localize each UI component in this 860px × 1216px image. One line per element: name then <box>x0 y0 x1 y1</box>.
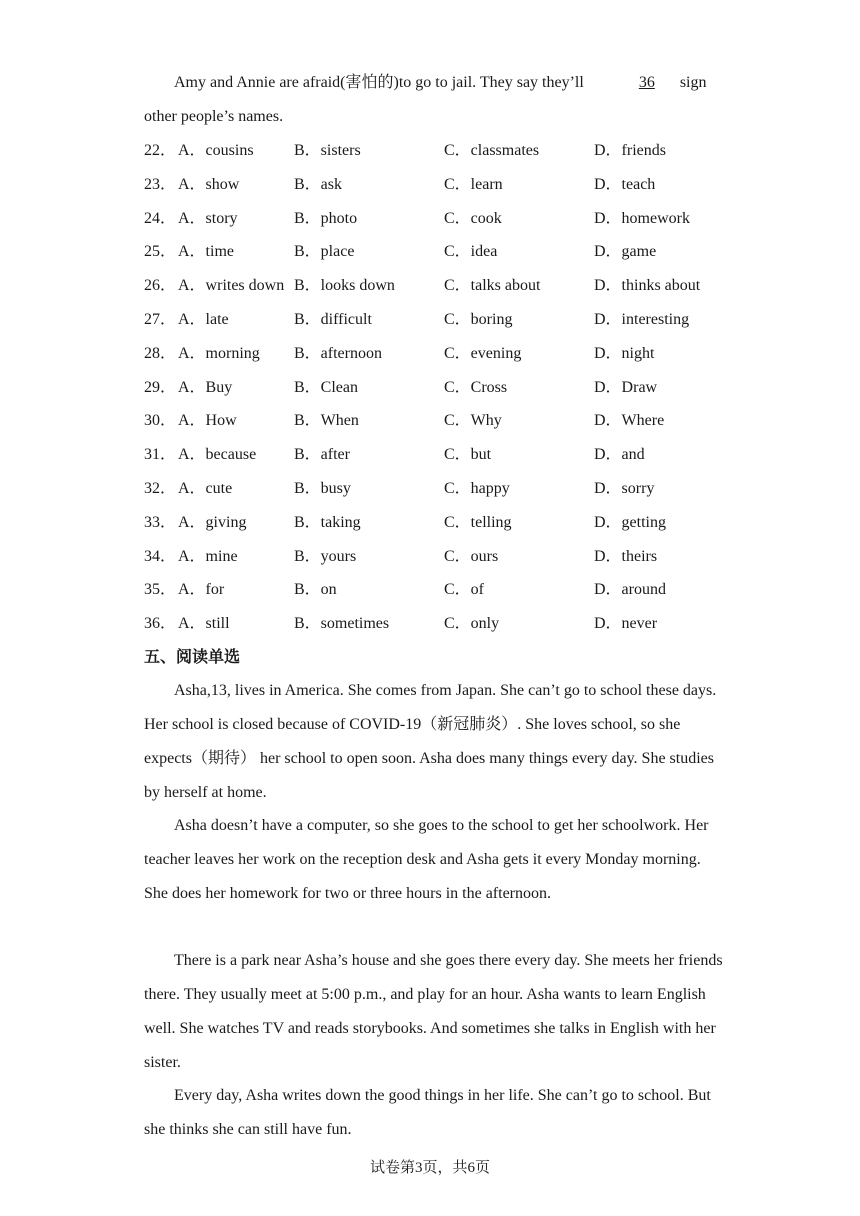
option-b: B．When <box>294 412 359 430</box>
option-c: C．Cross <box>444 378 508 396</box>
option-b: B．after <box>294 446 350 464</box>
option-d: D．Where <box>594 412 665 430</box>
question-number: 25． <box>144 243 177 261</box>
question-number: 35． <box>144 581 177 599</box>
option-c: C．but <box>444 446 492 464</box>
option-d: D．and <box>594 446 645 464</box>
option-b: B．sometimes <box>294 615 390 633</box>
option-a: A．late <box>178 311 229 328</box>
option-d: D．teach <box>594 175 656 193</box>
question-number: 32． <box>144 480 177 497</box>
question-number: 23． <box>144 175 177 193</box>
option-d: D．theirs <box>594 547 658 565</box>
option-c: C．Why <box>444 412 502 430</box>
option-b: B．Clean <box>294 378 358 396</box>
option-d: D．getting <box>594 513 666 531</box>
option-b: B．yours <box>294 547 357 565</box>
option-b: B．sisters <box>294 142 361 159</box>
option-d: D．Draw <box>594 378 658 396</box>
question-number: 34． <box>144 547 177 565</box>
option-c: C．boring <box>444 311 513 328</box>
option-c: C．classmates <box>444 142 540 159</box>
option-a: A．How <box>178 412 237 430</box>
passage-paragraph-1: Asha,13, lives in America. She comes from Japan. She can’t go to school these days. Her school is closed because of COVID-19（新冠肺炎）. She loves school, so she expects（期待） her school to open soon. Asha does many things every day. She studies by herself at home. <box>144 682 717 801</box>
option-c: C．of <box>444 581 485 599</box>
question-row <box>144 337 744 371</box>
option-b: B．place <box>294 243 355 261</box>
question-row <box>144 573 744 607</box>
option-d: D．game <box>594 243 657 261</box>
question-number: 27． <box>144 311 177 328</box>
question-row <box>144 438 744 472</box>
option-c: C．happy <box>444 480 510 497</box>
blank-36: 36 <box>638 74 655 91</box>
question-number: 28． <box>144 344 177 362</box>
option-c: C．talks about <box>444 277 541 295</box>
option-b: B．looks down <box>294 277 395 295</box>
option-c: C．idea <box>444 243 498 261</box>
option-a: A．mine <box>178 547 238 565</box>
option-d: D．interesting <box>594 311 690 328</box>
option-a: A．cousins <box>178 142 254 159</box>
option-a: A．Buy <box>178 378 233 396</box>
intro-text-end: sign other people’s names. <box>144 74 707 125</box>
option-b: B．ask <box>294 175 343 193</box>
question-row <box>144 134 744 168</box>
option-a: A．for <box>178 581 225 599</box>
question-row <box>144 506 744 540</box>
option-a: A．show <box>178 175 240 193</box>
option-d: D．sorry <box>594 480 655 497</box>
option-d: D．thinks about <box>594 277 701 295</box>
option-b: B．taking <box>294 513 361 531</box>
option-b: B．afternoon <box>294 344 382 362</box>
option-d: D．never <box>594 615 658 633</box>
option-b: B．difficult <box>294 311 372 328</box>
option-a: A．still <box>178 615 230 633</box>
option-a: A．writes down <box>178 277 285 295</box>
intro-text: Amy and Annie are afraid(害怕的)to go to jail. They say they’ll <box>174 74 584 91</box>
question-number: 22． <box>144 142 177 159</box>
option-d: D．around <box>594 581 666 599</box>
section-title: 五、阅读单选 <box>144 647 241 666</box>
question-row <box>144 404 744 438</box>
passage-paragraph-2: Asha doesn’t have a computer, so she goes to the school to get her schoolwork. Her teacher leaves her work on the reception desk and Asha gets it every Monday morning. She does her homework for two or three hours in the afternoon. <box>144 817 709 902</box>
option-c: C．learn <box>444 175 503 193</box>
question-row <box>144 472 744 506</box>
question-number: 30． <box>144 412 177 430</box>
option-c: C．ours <box>444 547 499 565</box>
passage-paragraph-4: Every day, Asha writes down the good things in her life. She can’t go to school. But she thinks she can still have fun. <box>144 1087 711 1138</box>
option-c: C．only <box>444 615 500 633</box>
option-c: C．telling <box>444 513 512 531</box>
question-row <box>144 371 744 405</box>
question-row <box>144 235 744 269</box>
question-number: 36． <box>144 615 177 633</box>
question-row <box>144 168 744 202</box>
option-c: C．evening <box>444 344 522 362</box>
question-row <box>144 607 744 641</box>
option-a: A．time <box>178 243 234 261</box>
option-d: D．night <box>594 344 655 362</box>
intro-paragraph <box>144 66 724 134</box>
option-d: D．friends <box>594 142 666 159</box>
option-b: B．on <box>294 581 337 599</box>
option-a: A．cute <box>178 480 233 497</box>
question-number: 29． <box>144 378 177 396</box>
question-number: 31． <box>144 446 177 464</box>
option-b: B．photo <box>294 209 358 227</box>
option-b: B．busy <box>294 480 351 497</box>
question-number: 24． <box>144 209 177 227</box>
page-footer: 试卷第3页，共6页 <box>369 1160 490 1176</box>
passage-paragraph-3: There is a park near Asha’s house and she goes there every day. She meets her friends there. They usually meet at 5:00 p.m., and play for an hour. Asha wants to learn English well. She watches TV and reads storybooks. And sometimes she talks in English with her sister. <box>144 952 723 1071</box>
option-a: A．morning <box>178 344 260 362</box>
question-number: 33． <box>144 513 177 531</box>
option-a: A．because <box>178 446 257 464</box>
option-c: C．cook <box>444 209 502 227</box>
question-row <box>144 303 744 337</box>
option-a: A．story <box>178 209 238 227</box>
option-d: D．homework <box>594 209 690 227</box>
question-number: 26． <box>144 277 177 295</box>
question-row <box>144 269 744 303</box>
option-a: A．giving <box>178 513 247 531</box>
question-row <box>144 202 744 236</box>
question-row <box>144 540 744 574</box>
